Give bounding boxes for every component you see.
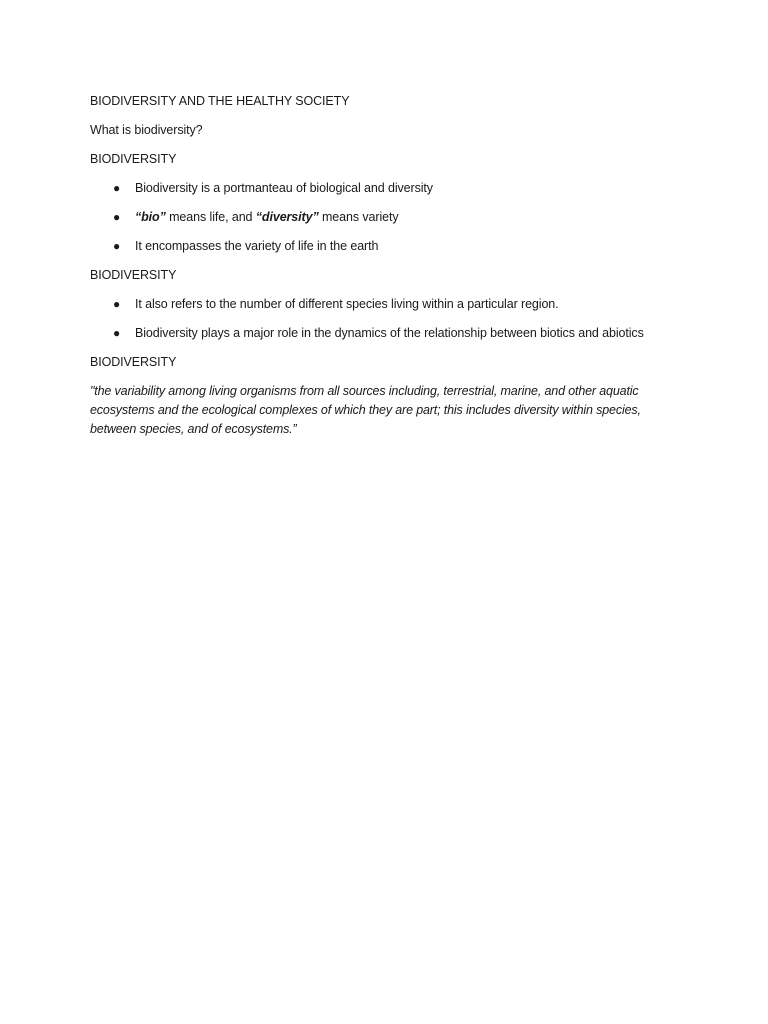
bullet-icon: ● (113, 326, 121, 340)
document-title: BIODIVERSITY AND THE HEALTHY SOCIETY (90, 94, 350, 108)
bullet-icon: ● (113, 297, 121, 311)
bullet-icon: ● (113, 210, 121, 224)
section-heading-2: BIODIVERSITY (90, 268, 177, 282)
list-item-text: Biodiversity is a portmanteau of biological and diversity (135, 181, 433, 195)
term-diversity: “diversity” (255, 210, 319, 224)
document-page (90, 92, 680, 439)
question-text: What is biodiversity? (90, 123, 203, 137)
bullet-icon: ● (113, 239, 121, 253)
list-item (90, 237, 680, 255)
bullet-list-1 (90, 179, 680, 255)
section-heading-3: BIODIVERSITY (90, 355, 177, 369)
bullet-list-2 (90, 295, 680, 342)
list-item-text: It also refers to the number of different species living within a particular region. (135, 297, 559, 311)
list-item (90, 208, 680, 226)
definition-quote: "the variability among living organisms from all sources including, terrestrial, marine, and other aquatic ecosystems and the ecological complexes of which they are part; this includes diversity within species, between species, and of ecosystems.” (90, 384, 641, 436)
list-item-text: means life, and (165, 210, 256, 224)
list-item-text: Biodiversity plays a major role in the dynamics of the relationship between biotics and abiotics (135, 326, 644, 340)
bullet-icon: ● (113, 181, 121, 195)
list-item (90, 324, 680, 342)
list-item-text: means variety (318, 210, 399, 224)
section-heading-1: BIODIVERSITY (90, 152, 177, 166)
list-item (90, 179, 680, 197)
term-bio: “bio” (135, 210, 166, 224)
list-item-text: It encompasses the variety of life in the earth (135, 239, 379, 253)
list-item (90, 295, 680, 313)
